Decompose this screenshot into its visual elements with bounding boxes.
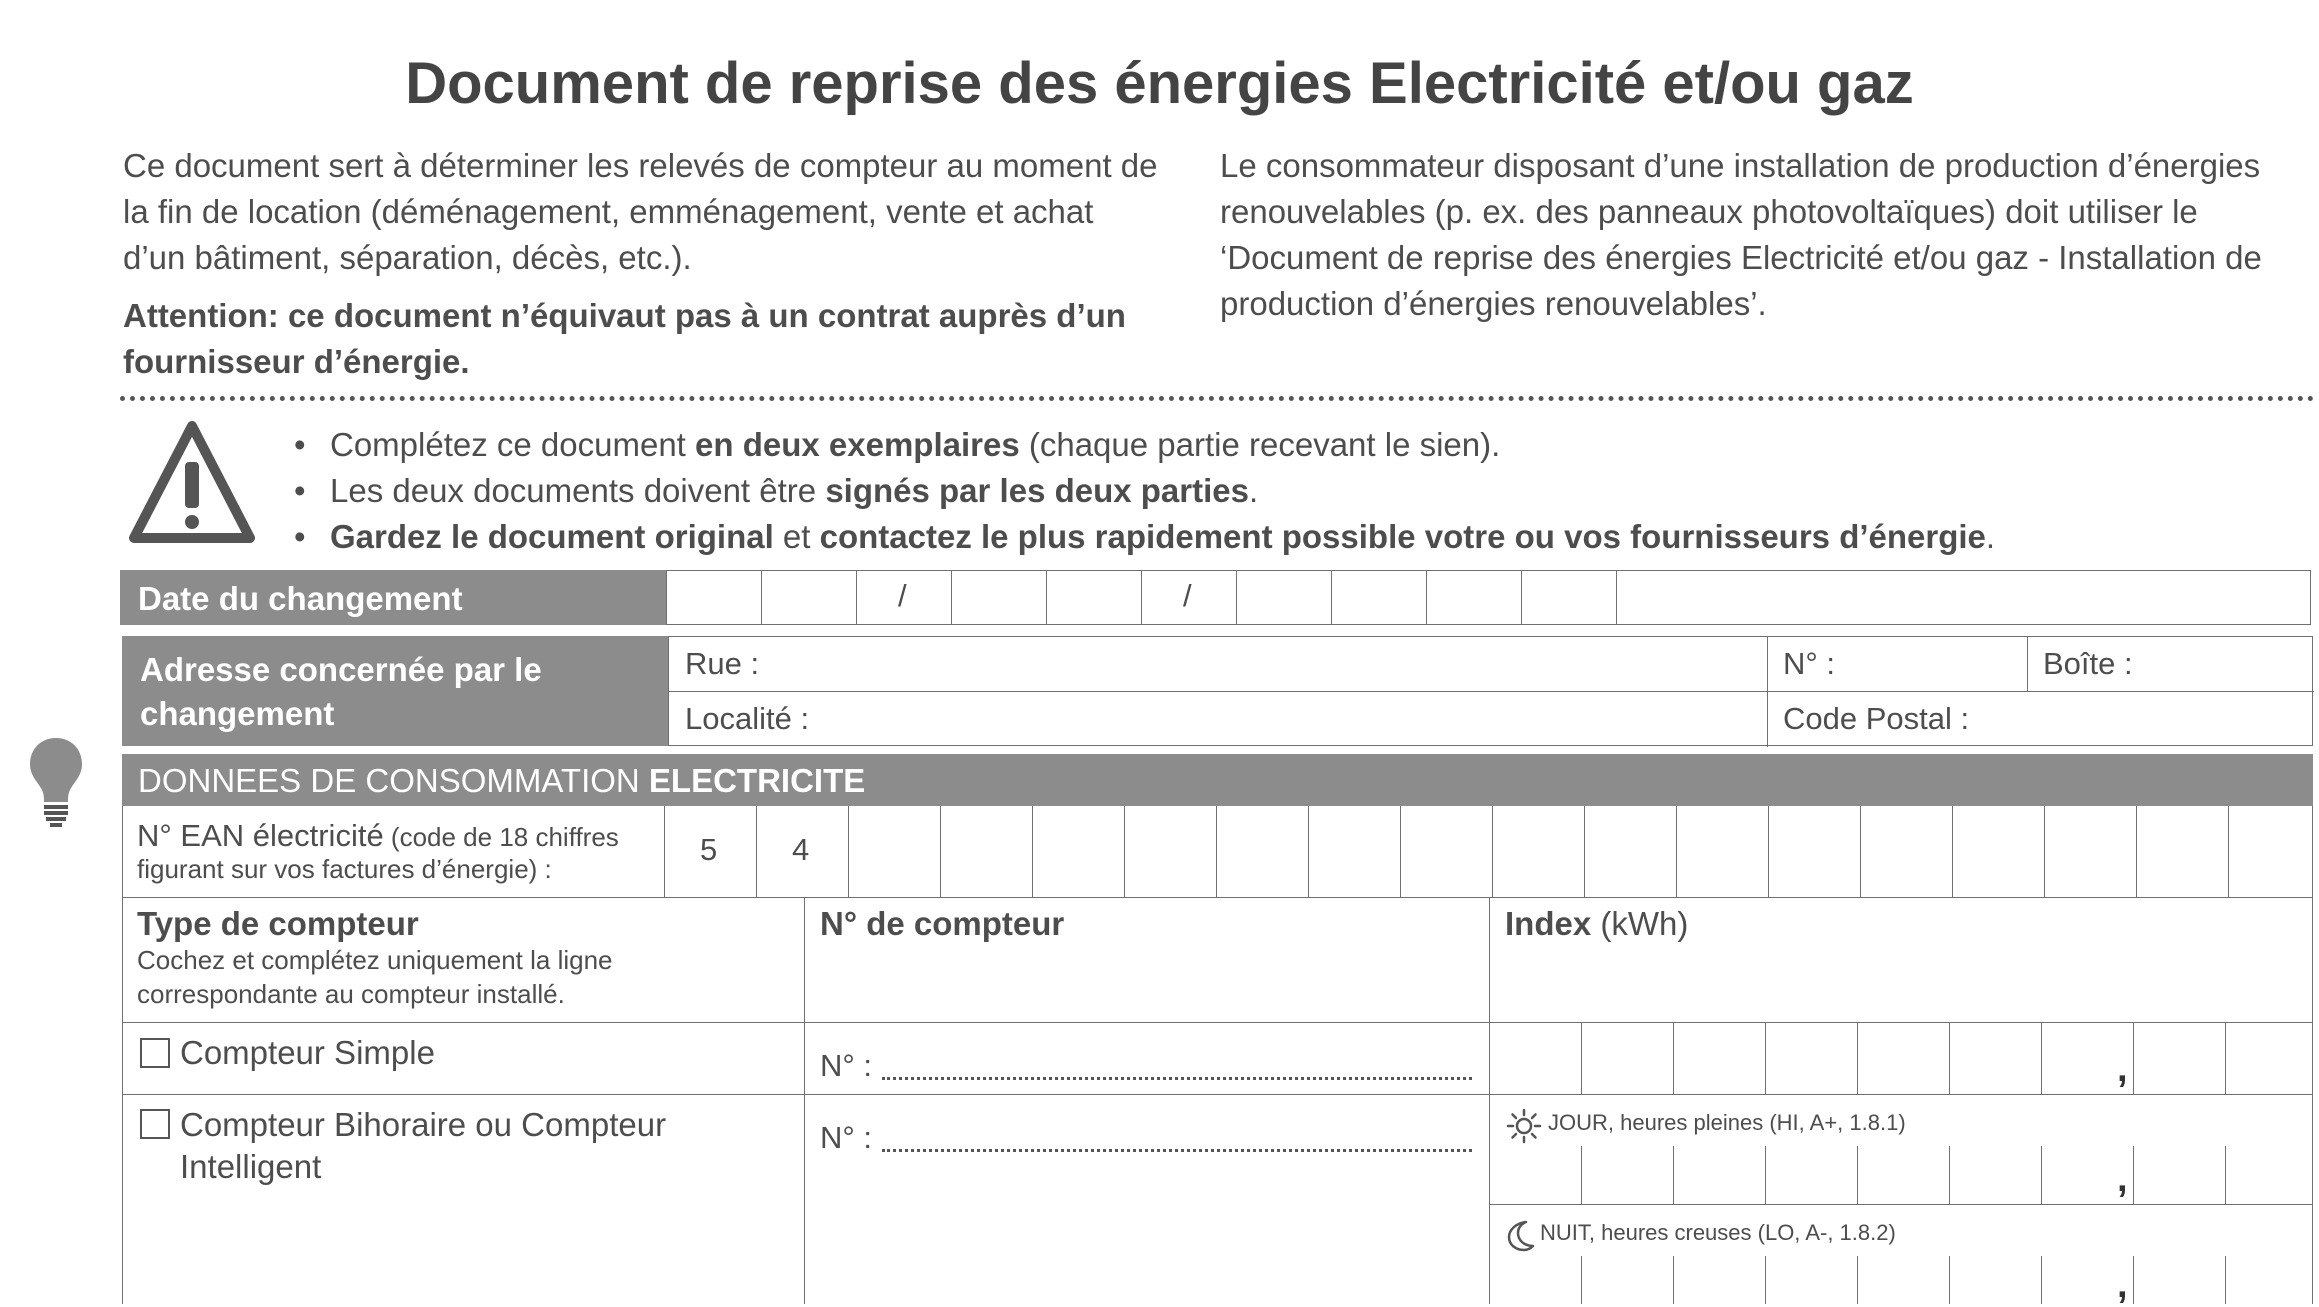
day-index-label: JOUR, heures pleines (HI, A+, 1.8.1) (1548, 1110, 1906, 1135)
electricity-section-header: DONNEES DE CONSOMMATION ELECTRICITE (122, 754, 2313, 806)
instructions-list (290, 422, 1995, 560)
night-index-cells[interactable] (1489, 1256, 2313, 1304)
instruction-item: • Gardez le document original et contactez le plus rapidement possible votre ou vos fournisseurs d’énergie. (290, 514, 1995, 560)
date-label: Date du changement (120, 570, 666, 625)
simple-meter-number-prefix: N° : (820, 1048, 873, 1083)
ean-digit: 4 (792, 832, 810, 867)
street-field[interactable]: Rue : (685, 646, 760, 681)
simple-meter-index-cells[interactable] (1489, 1022, 2313, 1094)
decimal-separator: , (2117, 1158, 2128, 1200)
day-index-cells[interactable] (1489, 1146, 2313, 1204)
date-separator: / (898, 578, 907, 613)
bihourly-meter-label: Compteur Bihoraire ou Compteur Intelligent (180, 1106, 667, 1185)
house-number-field[interactable]: N° : (1783, 646, 1836, 681)
decimal-separator: , (2117, 1048, 2128, 1090)
moon-icon (1506, 1220, 1536, 1252)
index-header: Index (kWh) (1505, 905, 1689, 942)
warning-triangle-icon (128, 418, 256, 546)
decimal-separator: , (2117, 1264, 2128, 1306)
lightbulb-icon (28, 736, 84, 828)
address-label: Adresse concernée par le changement (122, 636, 668, 746)
bihourly-meter-number-prefix: N° : (820, 1120, 873, 1155)
simple-meter-label: Compteur Simple (180, 1034, 435, 1071)
ean-label: N° EAN électricité (code de 18 chiffres figurant sur vos factures d’énergie) : (137, 818, 619, 884)
date-separator: / (1183, 578, 1192, 613)
meter-type-header: Type de compteur Cochez et complétez uniquement la ligne correspondante au compteur installé. (137, 905, 613, 1009)
dotted-divider (120, 396, 2315, 401)
ean-digit: 5 (700, 832, 718, 867)
simple-meter-checkbox[interactable] (140, 1038, 170, 1068)
intro-left-text: Ce document sert à déterminer les relevés de compteur au moment de la fin de location (déménagement, emménagement, vente et achat d’un bâtiment, séparation, décès, etc.). (123, 147, 1158, 276)
meter-number-header: N° de compteur (820, 905, 1065, 942)
bihourly-meter-number-field[interactable] (882, 1149, 1472, 1152)
bihourly-meter-checkbox[interactable] (140, 1109, 170, 1139)
sun-icon (1506, 1108, 1542, 1144)
instruction-item: • Complétez ce document en deux exemplaires (chaque partie recevant le sien). (290, 422, 1995, 468)
intro-right: Le consommateur disposant d’une installation de production d’énergies renouvelables (p. ex. des panneaux photovoltaïques) doit utiliser le ‘Document de reprise des énergies Electricité et/ou gaz - Installation de production d’énergies renouvelables’. (1220, 147, 2262, 322)
intro-left-warning: Attention: ce document n’équivaut pas à un contrat auprès d’un fournisseur d’énergie. (123, 297, 1126, 380)
night-index-label: NUIT, heures creuses (LO, A-, 1.8.2) (1540, 1220, 1896, 1245)
city-field[interactable]: Localité : (685, 701, 810, 736)
page-title: Document de reprise des énergies Electricité et/ou gaz (405, 51, 1914, 116)
simple-meter-number-field[interactable] (882, 1077, 1472, 1080)
instruction-item: • Les deux documents doivent être signés par les deux parties. (290, 468, 1995, 514)
ean-digit-cells[interactable] (664, 806, 2313, 897)
intro-left (123, 143, 1163, 385)
date-digit-cells (666, 570, 1666, 625)
postal-code-field[interactable]: Code Postal : (1783, 701, 1970, 736)
box-field[interactable]: Boîte : (2043, 646, 2133, 681)
